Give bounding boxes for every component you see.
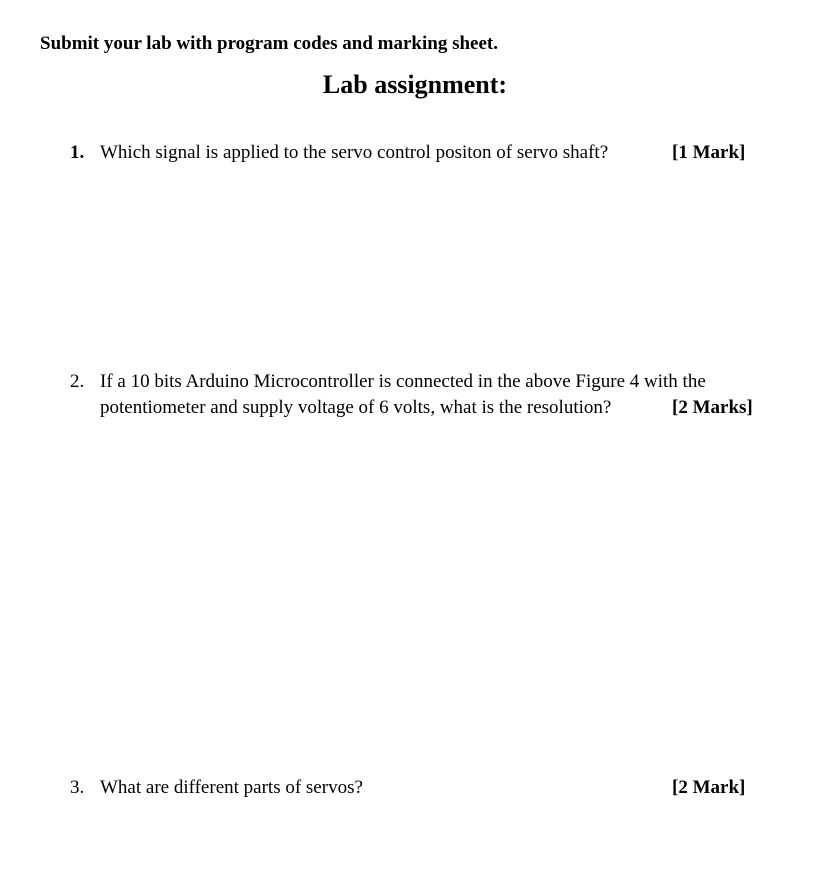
question-number: 2. bbox=[70, 371, 85, 392]
question-line bbox=[100, 140, 770, 166]
question-line bbox=[100, 395, 770, 421]
question-line bbox=[100, 369, 770, 395]
question-line-text: potentiometer and supply voltage of 6 volts, what is the resolution? bbox=[100, 397, 612, 418]
question-line-text: What are different parts of servos? bbox=[100, 777, 363, 798]
question-line bbox=[100, 775, 770, 801]
lab-title: Lab assignment: bbox=[322, 70, 508, 99]
question-number: 3. bbox=[70, 777, 85, 798]
question-marks: [1 Mark] bbox=[672, 142, 746, 163]
question-marks: [2 Mark] bbox=[672, 777, 746, 798]
submission-instruction: Submit your lab with program codes and marking sheet. bbox=[40, 33, 498, 54]
question-number: 1. bbox=[70, 142, 85, 163]
question-line-text: If a 10 bits Arduino Microcontroller is connected in the above Figure 4 with the bbox=[100, 371, 706, 392]
question-line-text: Which signal is applied to the servo control positon of servo shaft? bbox=[100, 142, 609, 163]
question-marks: [2 Marks] bbox=[672, 397, 753, 418]
question-text bbox=[100, 140, 770, 166]
question-text bbox=[100, 369, 770, 421]
question-text bbox=[100, 775, 770, 801]
